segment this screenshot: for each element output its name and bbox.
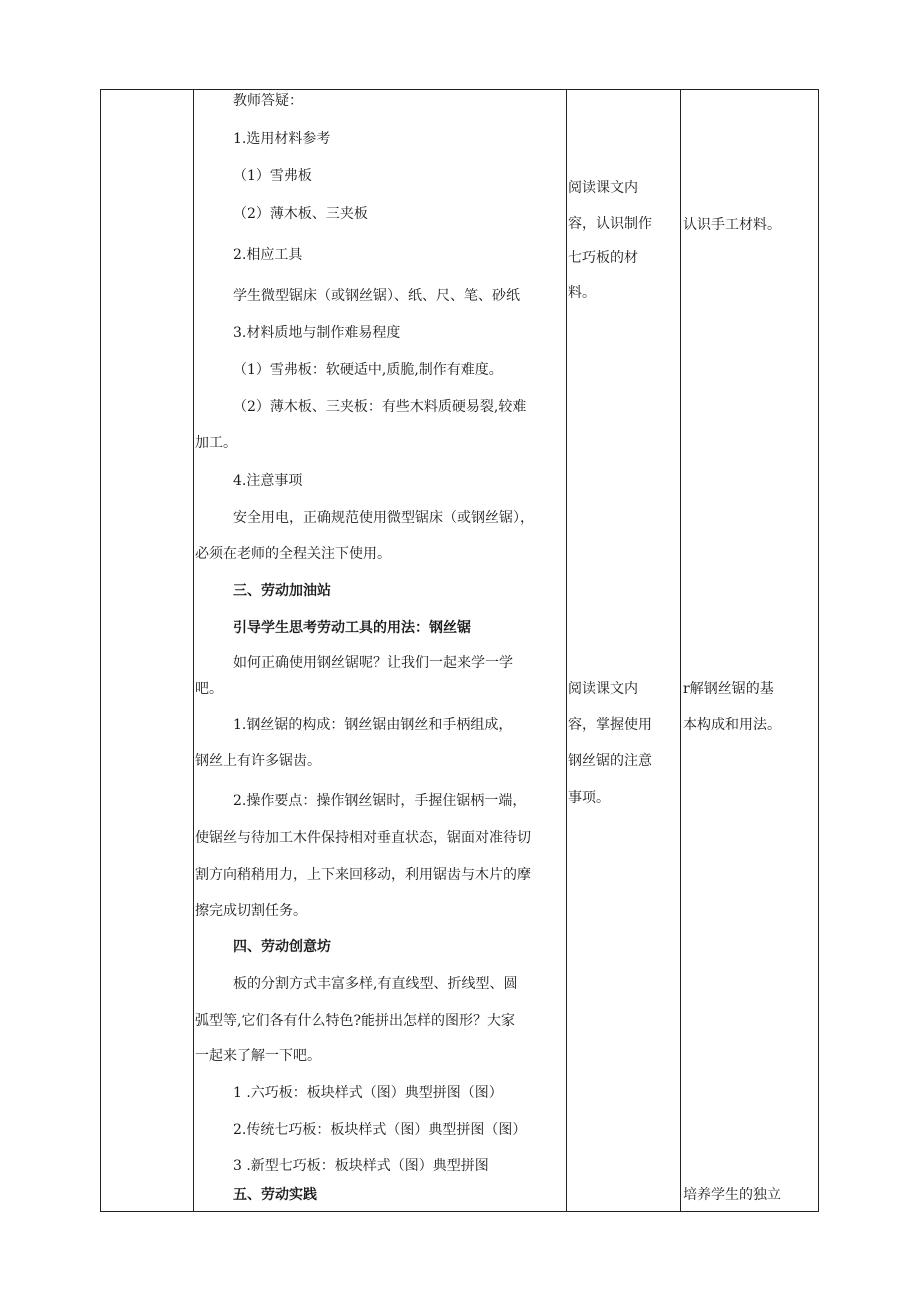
text-line: 2.传统七巧板：板块样式（图）典型拼图（图）: [233, 1122, 527, 1138]
column-divider: [193, 90, 194, 1211]
student-text-line: 料。: [568, 285, 596, 301]
text-line: （1）雪弗板：软硬适中,质脆,制作有难度。: [233, 362, 503, 378]
intent-text-line: r解钢丝锯的基: [683, 681, 774, 697]
text-line: 2.操作要点：操作钢丝锯时，手握住锯柄一端，: [233, 793, 527, 809]
section-heading: 五、劳动实践: [233, 1187, 317, 1203]
guide-heading: 引导学生思考劳动工具的用法：钢丝锯: [233, 620, 471, 636]
column-divider: [566, 90, 567, 1211]
student-text-line: 阅读课文内: [568, 681, 638, 697]
section-heading: 三、劳动加油站: [233, 583, 331, 599]
text-line: 加工。: [195, 435, 237, 451]
text-line: 钢丝上有许多锯齿。: [195, 753, 321, 769]
student-text-line: 钢丝锯的注意: [568, 753, 652, 769]
text-line: 吧。: [195, 681, 223, 697]
student-text-line: 七巧板的材: [568, 250, 638, 266]
text-line: 板的分割方式丰富多样,有直线型、折线型、圆: [233, 976, 518, 992]
lesson-table: [100, 89, 819, 1212]
text-line: 必须在老师的全程关注下使用。: [195, 546, 391, 562]
student-text-line: 事项。: [568, 790, 610, 806]
text-line: 1 .六巧板：板块样式（图）典型拼图（图）: [233, 1085, 503, 1101]
student-text-line: 容，掌握使用: [568, 717, 652, 733]
text-line: （2）薄木板、三夹板: [233, 206, 368, 222]
text-line: 割方向稍稍用力，上下来回移动，利用锯齿与木片的摩: [195, 867, 531, 883]
text-line: 学生微型锯床（或钢丝锯）、纸、尺、笔、砂纸: [233, 288, 520, 304]
text-line: 安全用电，正确规范使用微型锯床（或钢丝锯），: [233, 510, 534, 526]
text-line: （2）薄木板、三夹板：有些木料质硬易裂,较难: [233, 399, 527, 415]
text-line: （1）雪弗板: [233, 168, 312, 184]
text-line: 4.注意事项: [233, 473, 303, 489]
section-heading: 四、劳动创意坊: [233, 939, 331, 955]
text-line: 2.相应工具: [233, 247, 303, 263]
student-text-line: 阅读课文内: [568, 180, 638, 196]
text-line: 3 .新型七巧板：板块样式（图）典型拼图: [233, 1158, 489, 1174]
text-line: 弧型等,它们各有什么特色?能拼出怎样的图形？大家: [195, 1013, 515, 1029]
text-line: 教师答疑：: [233, 93, 303, 109]
intent-text-line: 本构成和用法。: [683, 717, 781, 733]
text-line: 1.选用材料参考: [233, 131, 331, 147]
intent-text-line: 认识手工材料。: [683, 217, 781, 233]
student-text-line: 容，认识制作: [568, 216, 652, 232]
column-divider: [680, 90, 681, 1211]
intent-text-line: 培养学生的独立: [683, 1187, 781, 1203]
text-line: 1.钢丝锯的构成：钢丝锯由钢丝和手柄组成，: [233, 717, 513, 733]
text-line: 一起来了解一下吧。: [195, 1048, 321, 1064]
text-line: 3.材料质地与制作难易程度: [233, 325, 401, 341]
text-line: 擦完成切割任务。: [195, 903, 307, 919]
text-line: 如何正确使用钢丝锯呢？让我们一起来学一学: [233, 655, 513, 671]
text-line: 使锯丝与待加工木件保持相对垂直状态，锯面对准待切: [195, 830, 531, 846]
